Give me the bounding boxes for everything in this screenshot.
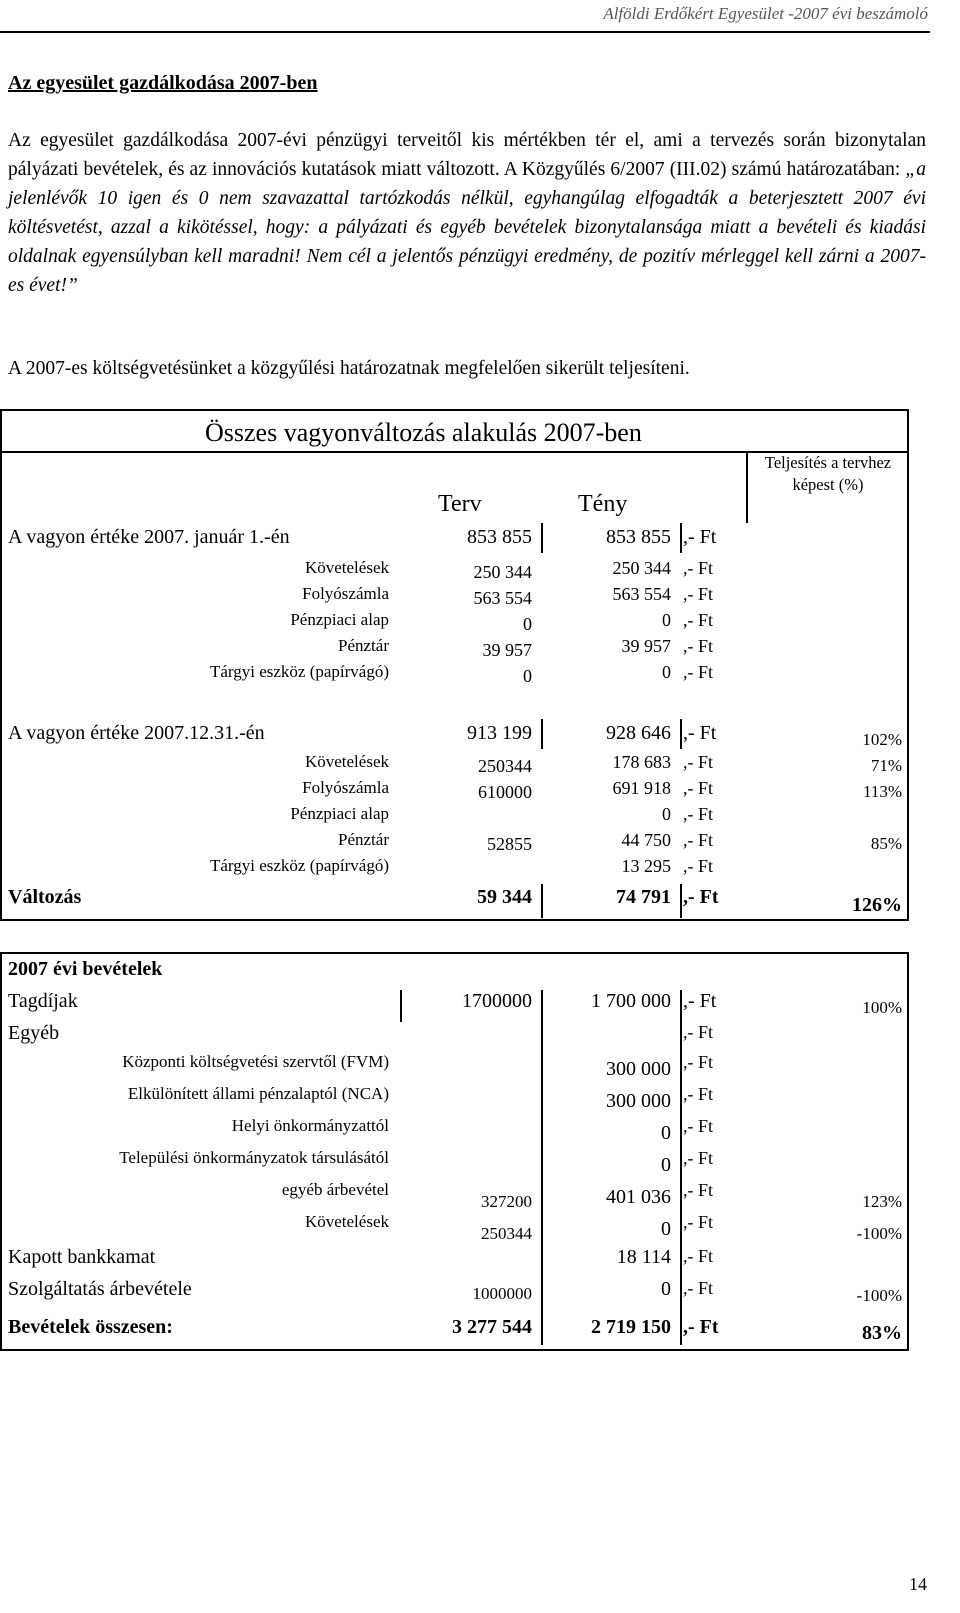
- table-row: [0, 752, 960, 778]
- table-row: Tagdíjak 1700000 1 700 000 ,- Ft 100%: [8, 990, 902, 1017]
- unit-label: ,- Ft: [683, 1052, 714, 1072]
- teny-value: 300 000: [606, 1058, 671, 1080]
- table-row: [0, 662, 960, 688]
- terv-value: 250344: [478, 756, 532, 776]
- row-label: Folyószámla: [302, 778, 389, 797]
- header-title: Alföldi Erdőkért Egyesület -2007 évi beszámoló: [603, 4, 928, 23]
- table-row-total: Bevételek összesen: 3 277 544 2 719 150 ,- Ft 83%: [8, 1316, 902, 1344]
- column-divider: [400, 990, 402, 1022]
- teny-value: 178 683: [612, 752, 671, 772]
- table-row: [0, 1212, 960, 1242]
- table-row: [0, 558, 960, 584]
- row-label: Elkülönített állami pénzalaptól (NCA): [127, 1084, 389, 1103]
- section-title: Az egyesület gazdálkodása 2007-ben: [8, 72, 318, 94]
- teny-value: 0: [661, 1122, 671, 1144]
- row-label: Követelések: [304, 558, 389, 577]
- table-title: Összes vagyonváltozás alakulás 2007-ben: [205, 418, 642, 447]
- teny-value: 401 036: [606, 1186, 671, 1208]
- table-row-change: Változás 59 344 74 791 ,- Ft 126%: [8, 886, 902, 916]
- table-row: [0, 1180, 960, 1210]
- pct-value: -100%: [856, 1224, 902, 1243]
- row-label: Pénztár: [338, 636, 389, 655]
- table-row: [0, 1052, 960, 1082]
- column-divider: [541, 884, 543, 918]
- terv-value: 0: [523, 614, 532, 634]
- table-row: [0, 856, 960, 882]
- row-label: Követelések: [304, 1212, 389, 1231]
- column-divider: [541, 523, 543, 553]
- teny-value: 0: [662, 662, 671, 682]
- row-label: Helyi önkormányzattól: [231, 1116, 389, 1135]
- row-label: Pénztár: [338, 830, 389, 849]
- paragraph-plain: Az egyesület gazdálkodása 2007-évi pénzügyi terveitől kis mértékben tér el, ami a tervezés során bizonytalan pályázati bevételek, és az innovációs kutatások miatt változott. A Közgyűlés 6/2007 (III.02) számú határozatában:: [8, 130, 926, 180]
- teny-value: 0: [661, 1218, 671, 1240]
- teny-value: 300 000: [606, 1090, 671, 1112]
- table-row: [0, 584, 960, 610]
- column-divider: [680, 523, 682, 553]
- table-row: Szolgáltatás árbevétele 1000000 0 ,- Ft -100%: [8, 1278, 902, 1305]
- teny-value: 0: [662, 610, 671, 630]
- unit-label: ,- Ft: [683, 804, 714, 824]
- table-row: [0, 636, 960, 662]
- unit-label: ,- Ft: [683, 752, 714, 772]
- row-label: Pénzpiaci alap: [290, 610, 389, 629]
- row-label: Települési önkormányzatok társulásától: [119, 1148, 389, 1167]
- pct-value: 113%: [862, 782, 902, 801]
- header-rule: [0, 31, 930, 33]
- terv-value: 52855: [487, 834, 532, 854]
- page-number: 14: [909, 1574, 927, 1594]
- table-row: A vagyon értéke 2007. január 1.-én 853 855 853 855 ,- Ft: [8, 526, 717, 548]
- teny-value: 691 918: [612, 778, 671, 798]
- col-header-terv: Terv: [438, 491, 482, 517]
- terv-value: 563 554: [473, 588, 532, 608]
- terv-value: 250344: [481, 1224, 532, 1243]
- column-divider: [680, 990, 682, 1345]
- terv-value: 327200: [481, 1192, 532, 1211]
- unit-label: ,- Ft: [683, 1212, 714, 1232]
- paragraph-budget-summary: [8, 126, 926, 300]
- pct-value: 71%: [870, 756, 902, 775]
- unit-label: ,- Ft: [683, 662, 714, 682]
- teny-value: 13 295: [621, 856, 671, 876]
- unit-label: ,- Ft: [683, 856, 714, 876]
- table-row: Egyéb ,- Ft: [8, 1022, 714, 1044]
- terv-value: 610000: [478, 782, 532, 802]
- column-divider: [541, 719, 543, 749]
- table-row: [0, 1148, 960, 1178]
- teny-value: 44 750: [621, 830, 671, 850]
- column-divider: [541, 990, 543, 1345]
- paragraph-conclusion: A 2007-es költségvetésünket a közgyűlési határozatnak megfelelően sikerült teljesíteni.: [8, 358, 690, 379]
- table-row: [0, 610, 960, 636]
- table-row: [0, 1084, 960, 1114]
- table-divider-vertical: [746, 451, 748, 523]
- unit-label: ,- Ft: [683, 584, 714, 604]
- unit-label: ,- Ft: [683, 636, 714, 656]
- row-label: Pénzpiaci alap: [290, 804, 389, 823]
- teny-value: 563 554: [612, 584, 671, 604]
- unit-label: ,- Ft: [683, 610, 714, 630]
- unit-label: ,- Ft: [683, 1148, 714, 1168]
- table-row: [0, 778, 960, 804]
- row-label: egyéb árbevétel: [281, 1180, 389, 1199]
- terv-value: 39 957: [482, 640, 532, 660]
- row-label: Tárgyi eszköz (papírvágó): [209, 856, 389, 875]
- table-row: Kapott bankkamat 18 114 ,- Ft: [8, 1246, 714, 1268]
- teny-value: 0: [661, 1154, 671, 1176]
- unit-label: ,- Ft: [683, 1180, 714, 1200]
- column-divider: [680, 719, 682, 749]
- paragraph-quote: „a jelenlévők 10 igen és 0 nem szavazattal tartózkodás nélkül, egyhangúlag elfogadták a beterjesztett 2007 évi költésvetést, azzal a kikötéssel, hogy: a pályázati és egyéb bevételek bizonytalansága miatt a bevételi és kiadási oldalnak egyensúlyban kell maradni! Nem cél a jelentős pénzügyi eredmény, de pozitív mérleggel kell zárni a 2007-es évet!”: [8, 159, 926, 296]
- table-row: [0, 804, 960, 830]
- unit-label: ,- Ft: [683, 1116, 714, 1136]
- row-label: Folyószámla: [302, 584, 389, 603]
- column-divider: [680, 884, 682, 918]
- teny-value: 39 957: [621, 636, 671, 656]
- row-label: Tárgyi eszköz (papírvágó): [209, 662, 389, 681]
- col-header-teljesites: Teljesítés a tervhez képest (%): [764, 453, 892, 494]
- table-row: [0, 830, 960, 856]
- terv-value: 250 344: [473, 562, 532, 582]
- row-label: Központi költségvetési szervtől (FVM): [122, 1052, 389, 1071]
- unit-label: ,- Ft: [683, 830, 714, 850]
- row-label: Követelések: [304, 752, 389, 771]
- terv-value: 0: [523, 666, 532, 686]
- unit-label: ,- Ft: [683, 1084, 714, 1104]
- teny-value: 0: [662, 804, 671, 824]
- pct-value: 85%: [870, 834, 902, 853]
- pct-value: 123%: [862, 1192, 902, 1211]
- unit-label: ,- Ft: [683, 778, 714, 798]
- col-header-teny: Tény: [578, 491, 628, 517]
- table2-title: 2007 évi bevételek: [8, 958, 163, 980]
- table-row: A vagyon értéke 2007.12.31.-én 913 199 928 646 ,- Ft 102%: [8, 722, 902, 749]
- teny-value: 250 344: [612, 558, 671, 578]
- unit-label: ,- Ft: [683, 558, 714, 578]
- table-row: [0, 1116, 960, 1146]
